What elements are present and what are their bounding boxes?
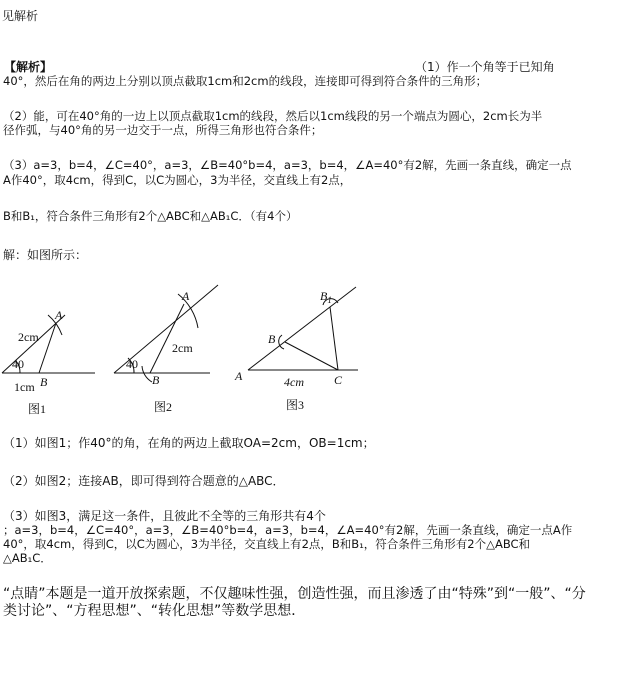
fig2-caption: 图2 [154,400,173,414]
figure-2 [112,282,222,422]
analysis-p1b: 40°，然后在角的两边上分别以顶点截取1cm和2cm的线段，连接即可得到符合条件的三角形； [3,74,488,88]
analysis-p3a: （3）a=3，b=4，∠C=40°，a=3，∠B=40°b=4，a=3，b=4，∠A=40°有2解，先画一条直线，确定一点 [3,158,572,172]
analysis-p3b: A作40°，取4cm，得到C，以C为圆心，3为半径，交直线上有2点， [3,173,352,187]
figure-3 [228,285,373,420]
fig3-ray [248,287,356,370]
fig1-label-B: B [40,375,48,389]
fig2-label-B: B [152,373,160,387]
figure-1 [0,295,100,420]
solution-s3d: △AB₁C． [3,551,52,565]
solution-intro: 解：如图所示： [3,248,88,262]
solution-s2: （2）如图2；连接AB，即可得到符合题意的△ABC． [3,474,285,488]
solution-s1: （1）如图1；作40°的角，在角的两边上截取OA=2cm，OB=1cm； [3,436,375,450]
solution-s3c: 40°，取4cm，得到C，以C为圆心，3为半径，交直线上有2点，B和B₁，符合条件三角形有2个△ABC和 [3,537,531,551]
fig2-arc-B [142,366,152,382]
analysis-p3c: B和B₁，符合条件三角形有2个△ABC和△AB₁C．（有4个） [3,209,298,223]
fig3-label-C: C [334,373,343,387]
fig1-length-OA: 2cm [18,330,39,344]
fig3-label-B: B [268,332,276,346]
analysis-p1a: （1）作一个角等于已知角 [415,60,555,74]
comment-line-2: 类讨论”、“方程思想”、“转化思想”等数学思想． [3,603,306,619]
fig3-label-A: A [235,369,243,383]
fig2-angle-value: 40 [126,357,138,371]
fig1-caption: 图1 [28,402,47,416]
header-answer: 见解析 [2,9,39,23]
fig3-length-AC: 4cm [284,375,304,389]
fig3-caption: 图3 [286,398,305,412]
fig2-length-AB: 2cm [172,341,193,355]
fig1-length-OB: 1cm [14,380,35,394]
fig3-label-B1 [320,289,332,305]
solution-s3b: ；a=3，b=4，∠C=40°，a=3，∠B=40°b=4，a=3，b=4，∠A=40°有2解，先画一条直线，确定一点A作 [3,523,573,537]
analysis-tag: 【解析】 [4,60,53,74]
fig3-label-B1-subscript: 1 [327,295,332,305]
fig3-segment-CB1 [330,307,338,370]
fig1-label-A: A [55,308,63,322]
comment-line-1: “点睛”本题是一道开放探索题，不仅趣味性强，创造性强，而且渗透了由“特殊”到“一般”、“分 [3,586,586,602]
solution-s3a: （3）如图3，满足这一条件，且彼此不全等的三角形共有4个 [3,509,326,523]
fig3-arc-B [279,335,284,349]
analysis-p2b: 径作弧，与40°角的另一边交于一点，所得三角形也符合条件； [3,123,323,137]
analysis-p2a: （2）能，可在40°角的一边上以顶点截取1cm的线段，然后以1cm线段的另一个端点为圆心，2cm长为半 [3,109,543,123]
fig3-label-B1-letter: B [320,289,328,303]
fig2-label-A: A [182,289,190,303]
fig1-angle-value: 40 [12,357,24,371]
fig3-segment-CB [285,342,338,370]
